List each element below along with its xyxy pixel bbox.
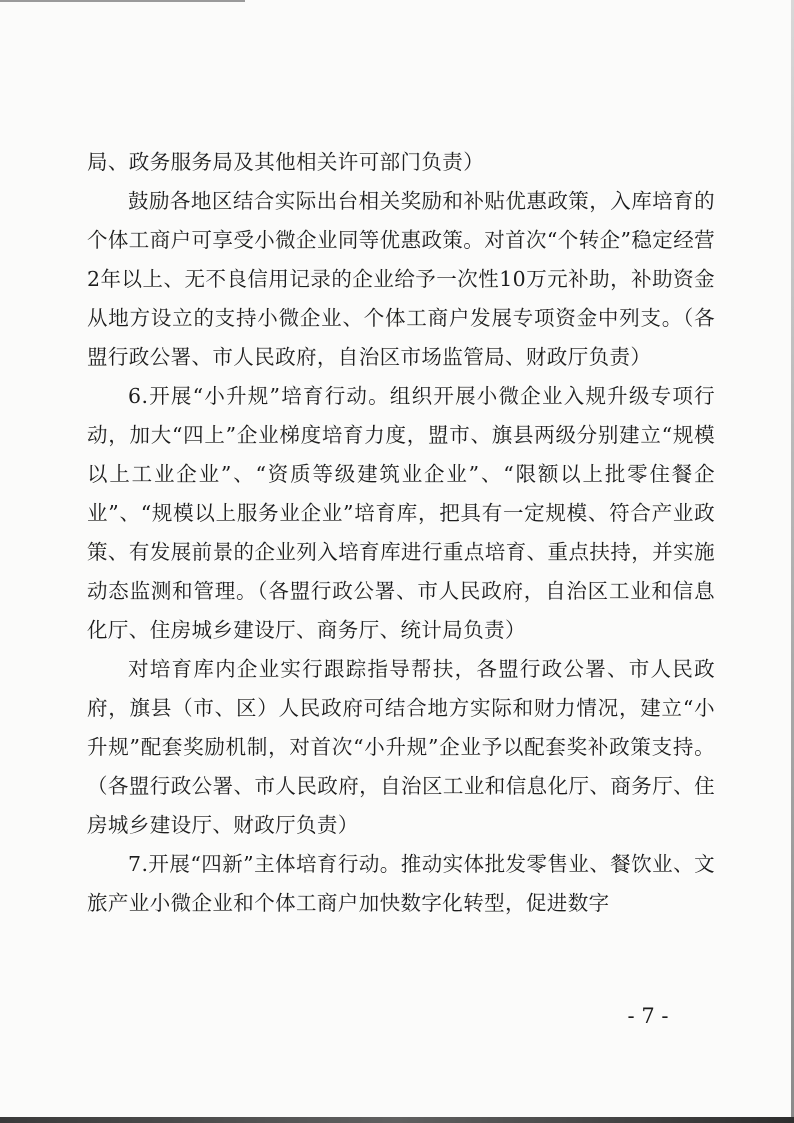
paragraph-subsidy-policy: 鼓励各地区结合实际出台相关奖励和补贴优惠政策，入库培育的个体工商户可享受小微企业同等优惠政策。对首次“个转企”稳定经营2年以上、无不良信用记录的企业给予一次性10万元补助，补助资金从地方设立的支持小微企业、个体工商户发展专项资金中列支。（各盟行政公署、市人民政府，自治区市场监管局、财政厅负责） (87, 189, 715, 369)
page-number: - 7 - (627, 1004, 669, 1028)
paragraph-tracking-support: 对培育库内企业实行跟踪指导帮扶，各盟行政公署、市人民政府，旗县（市、区）人民政府可结合地方实际和财力情况，建立“小升规”配套奖励机制，对首次“小升规”企业予以配套奖补政策支持。（各盟行政公署、市人民政府，自治区工业和信息化厅、商务厅、住房城乡建设厅、财政厅负责） (87, 657, 715, 837)
scan-edge-bottom (0, 1117, 794, 1123)
scan-edge-top (0, 0, 245, 2)
paragraph-item-7: 7.开展“四新”主体培育行动。推动实体批发零售业、餐饮业、文旅产业小微企业和个体工商户加快数字化转型，促进数字 (87, 852, 715, 915)
document-body (87, 143, 715, 923)
paragraph-item-6: 6.开展“小升规”培育行动。组织开展小微企业入规升级专项行动，加大“四上”企业梯度培育力度，盟市、旗县两级分别建立“规模以上工业企业”、“资质等级建筑业企业”、“限额以上批零住餐企业”、“规模以上服务业企业”培育库，把具有一定规模、符合产业政策、有发展前景的企业列入培育库进行重点培育、重点扶持，并实施动态监测和管理。（各盟行政公署、市人民政府，自治区工业和信息化厅、住房城乡建设厅、商务厅、统计局负责） (87, 384, 715, 642)
paragraph-continuation: 局、政务服务局及其他相关许可部门负责） (87, 150, 485, 174)
